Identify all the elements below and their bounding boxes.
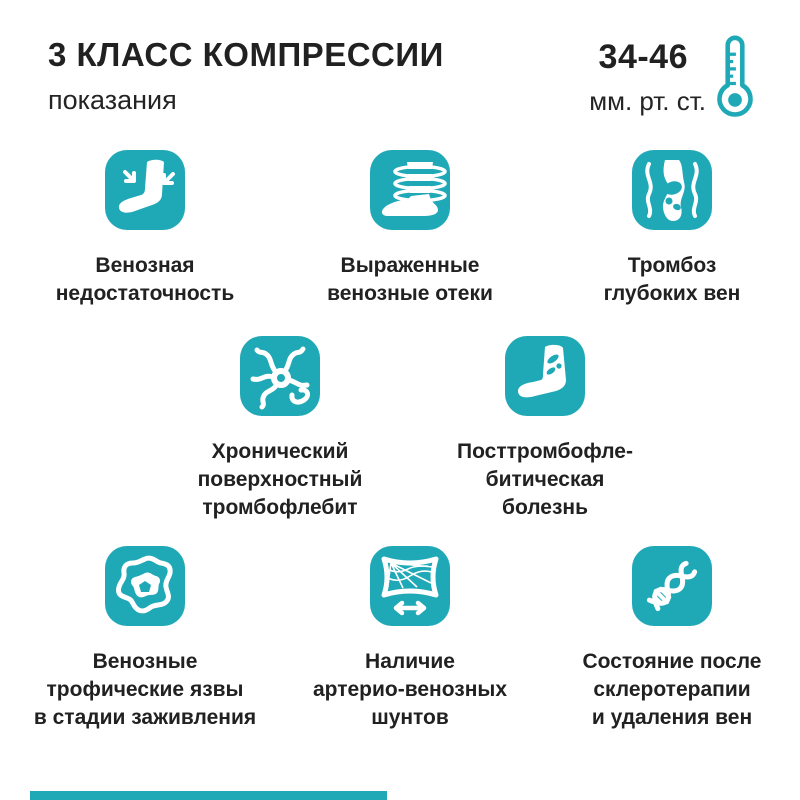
label-line: и удаления вен	[591, 706, 753, 729]
footer-accent-bar	[30, 791, 387, 800]
label-line: трофические язвы	[46, 678, 244, 701]
indication-item-4	[150, 336, 410, 522]
thermometer-icon	[714, 34, 756, 122]
indication-item-6	[15, 546, 275, 732]
label-line: Наличие	[365, 650, 455, 673]
pressure-block	[460, 40, 706, 117]
pressure-range: 34-46	[598, 38, 688, 76]
av-shunt-mesh-icon	[370, 546, 450, 626]
page-subtitle: показания	[48, 85, 177, 115]
label-line: глубоких вен	[603, 282, 741, 305]
indication-label	[280, 252, 540, 308]
compression-stocking-icon	[105, 150, 185, 230]
indication-label	[542, 252, 800, 308]
indication-label	[542, 648, 800, 732]
indication-item-7	[280, 546, 540, 732]
label-line: венозные отеки	[327, 282, 493, 305]
trophic-ulcer-icon	[105, 546, 185, 626]
label-line: Тромбоз	[627, 254, 717, 277]
indication-label	[150, 438, 410, 522]
edema-leg-icon	[370, 150, 450, 230]
indication-item-3	[542, 150, 800, 308]
deep-vein-thrombosis-icon	[632, 150, 712, 230]
indication-item-1	[15, 150, 275, 308]
indication-label	[415, 438, 675, 522]
pressure-unit: мм. рт. ст.	[589, 86, 706, 116]
label-line: склеротерапии	[593, 678, 751, 701]
indication-label	[15, 252, 275, 308]
label-line: болезнь	[501, 496, 589, 519]
label-line: Венозная	[95, 254, 195, 277]
dna-icon	[632, 546, 712, 626]
label-line: битическая	[485, 468, 605, 491]
indication-item-8	[542, 546, 800, 732]
label-line: Хронический	[211, 440, 349, 463]
label-line: Состояние после	[582, 650, 762, 673]
page-title: 3 КЛАСС КОМПРЕССИИ	[48, 36, 444, 73]
label-line: в стадии заживления	[33, 706, 257, 729]
indication-item-2	[280, 150, 540, 308]
label-line: шунтов	[371, 706, 449, 729]
header	[48, 38, 444, 116]
label-line: поверхностный	[197, 468, 363, 491]
spider-vein-icon	[240, 336, 320, 416]
label-line: артерио-венозных	[312, 678, 508, 701]
label-line: Венозные	[92, 650, 198, 673]
label-line: Посттромбофле-	[457, 440, 633, 463]
label-line: тромбофлебит	[202, 496, 358, 519]
label-line: Выраженные	[340, 254, 480, 277]
stocking-clot-icon	[505, 336, 585, 416]
indication-item-5	[415, 336, 675, 522]
indication-label	[15, 648, 275, 732]
indication-label	[280, 648, 540, 732]
label-line: недостаточность	[55, 282, 235, 305]
